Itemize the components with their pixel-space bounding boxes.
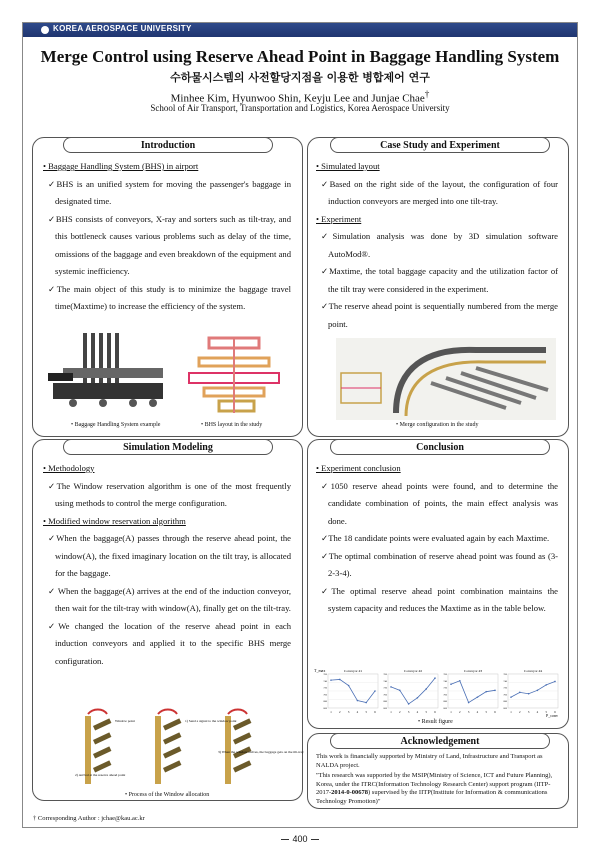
window-allocation-figure	[73, 708, 304, 788]
conclusion-panel	[307, 439, 569, 729]
simulation-modeling-text	[43, 460, 291, 670]
university-bar	[23, 23, 577, 37]
conc-item: ✓1050 reserve ahead points were found, and to determine the candidate combination of points, the main effect analysis was done.	[321, 480, 558, 526]
y-tick-label: 720	[383, 686, 387, 690]
y-tick-label: 660	[323, 707, 327, 710]
data-point	[417, 697, 419, 699]
x-tick-label: 2	[519, 710, 521, 714]
bhs-layout-figure	[179, 333, 294, 418]
data-point	[425, 688, 427, 690]
x-tick-label: 4	[416, 710, 419, 714]
introduction-title: Introduction	[63, 137, 273, 153]
y-tick-label: 660	[383, 707, 387, 710]
fig-label: 2) Arrival at the reserve ahead point	[75, 773, 126, 777]
intro-bullet: • Baggage Handling System (BHS) in airport	[43, 161, 199, 171]
footnote: † Corresponding Author : jchae@kau.ac.kr	[33, 815, 145, 822]
data-point	[434, 677, 436, 679]
data-point	[485, 691, 487, 693]
x-tick-label: 5	[365, 710, 367, 714]
x-tick-label: 2	[399, 710, 401, 714]
y-tick-label: 720	[503, 686, 507, 690]
data-point	[545, 684, 547, 686]
x-tick-label: 6	[434, 710, 436, 714]
y-tick-label: 660	[503, 707, 507, 710]
data-point	[494, 690, 496, 692]
x-tick-label: 1	[330, 710, 332, 714]
acknowledgement-title: Acknowledgement	[330, 733, 550, 749]
x-tick-label: 4	[476, 710, 479, 714]
y-tick-label: 680	[323, 700, 327, 704]
case-item: ✓Simulation analysis was done by 3D simulation software AutoMod®.	[321, 231, 558, 259]
x-tick-label: 5	[425, 710, 427, 714]
series-title: Conveyor #1	[343, 669, 363, 673]
result-figure	[314, 666, 564, 718]
x-tick-label: 6	[554, 710, 556, 714]
simulation-modeling-panel	[32, 439, 303, 801]
result-caption: • Result figure	[418, 719, 453, 725]
sim-item: ✓When the baggage(A) passes through the reserve ahead point, the window(A), the fixed imaginary location on the tilt tray, is allocated for the baggage.	[48, 533, 291, 578]
sim-bullet: • Methodology	[43, 463, 95, 473]
case-item: ✓Based on the right side of the layout, the configuration of four induction conveyors are merged into one tilt-tray.	[321, 178, 558, 206]
x-tick-label: 3	[407, 710, 410, 714]
y-tick-label: 740	[323, 679, 327, 683]
introduction-panel	[32, 137, 303, 437]
data-point	[390, 686, 392, 688]
author-mark: †	[424, 89, 430, 99]
y-tick-label: 680	[503, 700, 507, 704]
x-tick-label: 2	[459, 710, 461, 714]
x-tick-label: 3	[347, 710, 350, 714]
conc-item: ✓The optimal reserve ahead point combination maintains the system capacity and reduces the Maxtime as in the table below.	[321, 585, 558, 613]
data-point	[477, 696, 479, 698]
y-tick-label: 760	[503, 673, 507, 676]
series-title: Conveyor #4	[523, 669, 543, 673]
case-item: ✓Maxtime, the total baggage capacity and the utilization factor of the tilt tray were considered in the experiment.	[321, 266, 558, 294]
korean-title: 수하물시스템의 사전할당지점을 이용한 병합제어 연구	[170, 71, 430, 84]
x-tick-label: 6	[374, 710, 376, 714]
conc-bullet: • Experiment conclusion	[316, 463, 401, 473]
fig-label: 1) Send a signal to the window point	[185, 719, 237, 723]
conclusion-text	[316, 460, 558, 618]
y-tick-label: 740	[503, 679, 507, 683]
merge-configuration-figure	[336, 338, 556, 420]
x-tick-label: 3	[467, 710, 470, 714]
simulation-modeling-title: Simulation Modeling	[63, 439, 273, 455]
y-axis-label: T_max	[314, 668, 326, 673]
x-tick-label: 6	[494, 710, 496, 714]
x-tick-label: 1	[450, 710, 452, 714]
fig-label: 3) When the window arrives, the baggage gets on the tilt-tray	[218, 750, 304, 754]
university-logo-icon	[41, 26, 49, 34]
sim-bullet: • Modified window reservation algorithm	[43, 515, 186, 526]
y-tick-label: 680	[443, 700, 447, 704]
acknowledgement-text-1: This work is financially supported by Ministry of Land, Infrastructure and Transport as NALDA project.	[316, 753, 543, 769]
x-tick-label: 1	[390, 710, 392, 714]
data-point	[468, 702, 470, 704]
y-tick-label: 760	[443, 673, 447, 676]
introduction-text	[43, 158, 291, 316]
data-point	[357, 700, 359, 702]
sim-item: ✓We changed the location of the reserve ahead point in each induction conveyors and applied it to the specific BHS merge configuration.	[48, 620, 291, 666]
y-tick-label: 660	[443, 707, 447, 710]
case-study-panel	[307, 137, 569, 437]
data-point	[450, 683, 452, 685]
conc-item: ✓The optimal combination of reserve ahead point was found as (3-2-3-4).	[321, 550, 558, 578]
y-tick-label: 740	[383, 679, 387, 683]
intro-item: ✓BHS consists of conveyors, X-ray and sorters such as tilt-tray, and this bottleneck causes various problems such as delay of the time, omissions of the baggage and even breakdown of the equipment and systemic inefficiency.	[48, 213, 291, 276]
x-tick-label: 5	[545, 710, 547, 714]
x-axis-label: P_conv	[546, 713, 558, 718]
y-tick-label: 700	[443, 693, 447, 697]
acknowledgement-text-2: "This research was supported by the MSIP(Ministry of Science, ICT and Future Planning), Korea, under the ITRC(Information Technology Research Center) support program (IITP-2017-2014-0-00678) supervised by the IITP(Institute for Information & communications Technology Promotion)"	[316, 772, 553, 805]
data-point	[399, 690, 401, 692]
data-point	[330, 679, 332, 681]
paper-title: Merge Control using Reserve Ahead Point in Baggage Handling System	[40, 47, 560, 66]
x-tick-label: 5	[485, 710, 487, 714]
page-number: 400	[0, 834, 600, 844]
x-tick-label: 1	[510, 710, 512, 714]
y-tick-label: 680	[383, 700, 387, 704]
authors: Minhee Kim, Hyunwoo Shin, Keyju Lee and Junjae Chae†	[170, 89, 430, 105]
y-tick-label: 760	[383, 673, 387, 676]
sim-item: ✓The Window reservation algorithm is one of the most frequently using methods to control the merge configuration.	[48, 480, 291, 508]
bhs-example-caption: • Baggage Handling System example	[71, 422, 161, 428]
sim-item: ✓ When the baggage(A) arrives at the end of the induction conveyor, then wait for the tilt-tray with window(A), finally get on the tilt-tray.	[48, 585, 291, 613]
bhs-example-figure	[43, 328, 173, 418]
y-tick-label: 700	[323, 693, 327, 697]
data-point	[365, 702, 367, 704]
poster	[22, 22, 578, 828]
fig-label: Window point	[115, 719, 135, 723]
affiliation: School of Air Transport, Transportation and Logistics, Korea Aerospace University	[150, 103, 450, 113]
data-point	[528, 693, 530, 695]
data-point	[510, 696, 512, 698]
y-tick-label: 760	[323, 673, 327, 676]
intro-item: ✓BHS is an unified system for moving the passenger's baggage in designated time.	[48, 178, 291, 206]
data-point	[459, 680, 461, 682]
university-name: KOREA AEROSPACE UNIVERSITY	[53, 24, 192, 33]
bhs-layout-caption: • BHS layout in the study	[201, 422, 263, 428]
x-tick-label: 2	[339, 710, 341, 714]
x-tick-label: 4	[536, 710, 539, 714]
window-allocation-caption: • Process of the Window allocation	[125, 792, 210, 798]
intro-item: ✓The main object of this study is to minimize the baggage travel time(Maxtime) to increase the efficiency of the system.	[48, 283, 291, 311]
y-tick-label: 700	[503, 693, 507, 697]
y-tick-label: 720	[443, 686, 447, 690]
merge-configuration-caption: • Merge configuration in the study	[396, 422, 479, 428]
y-tick-label: 720	[323, 686, 327, 690]
data-point	[374, 690, 376, 692]
data-point	[348, 685, 350, 687]
acknowledgement-panel	[307, 733, 569, 809]
series-title: Conveyor #2	[403, 669, 423, 673]
y-tick-label: 740	[443, 679, 447, 683]
case-study-title: Case Study and Experiment	[330, 137, 550, 153]
data-point	[408, 703, 410, 705]
data-point	[537, 690, 539, 692]
series-title: Conveyor #3	[463, 669, 483, 673]
data-point	[554, 681, 556, 683]
case-study-text	[316, 158, 558, 333]
case-bullet: • Experiment	[316, 213, 362, 224]
conclusion-title: Conclusion	[330, 439, 550, 455]
case-item: ✓The reserve ahead point is sequentially numbered from the merge point.	[321, 301, 558, 329]
data-point	[339, 679, 341, 681]
x-tick-label: 4	[356, 710, 359, 714]
y-tick-label: 700	[383, 693, 387, 697]
x-tick-label: 3	[527, 710, 530, 714]
case-bullet: • Simulated layout	[316, 161, 380, 171]
data-point	[519, 692, 521, 694]
conc-item: ✓The 18 candidate points were evaluated again by each Maxtime.	[321, 533, 550, 543]
